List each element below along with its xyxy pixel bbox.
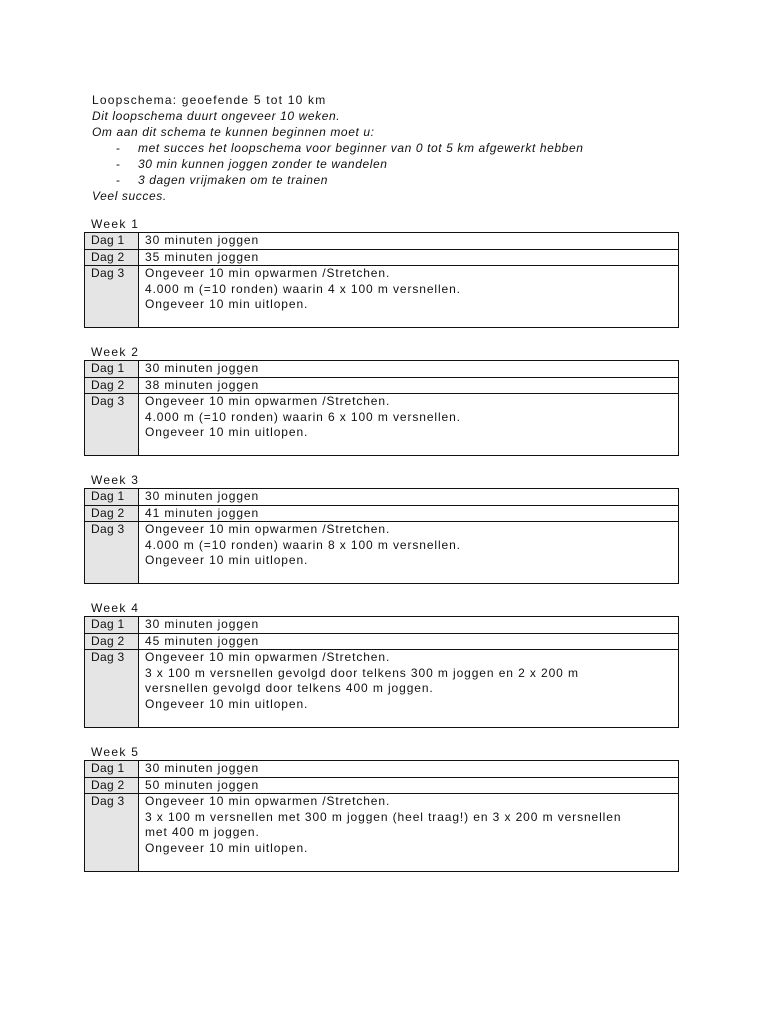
day-label: Dag 1 [85, 761, 139, 778]
day-description [139, 377, 679, 394]
day-description [139, 266, 679, 328]
description-line: Ongeveer 10 min opwarmen /Stretchen. [145, 266, 391, 280]
day-label: Dag 3 [85, 794, 139, 872]
requirements-heading: Om aan dit schema te kunnen beginnen moet u: [92, 125, 375, 139]
table-row [85, 233, 679, 250]
day-description [139, 361, 679, 378]
description-line: 30 minuten joggen [145, 361, 260, 375]
description-line: 4.000 m (=10 ronden) waarin 8 x 100 m versnellen. [145, 537, 461, 552]
day-description [139, 394, 679, 456]
description-line: Ongeveer 10 min uitlopen. [145, 297, 309, 311]
week-block [84, 216, 679, 328]
intro [92, 92, 584, 204]
table-row [85, 617, 679, 634]
week-label: Week 5 [91, 745, 140, 759]
table-row [85, 522, 679, 584]
day-description [139, 633, 679, 650]
table-row [85, 266, 679, 328]
week-table [84, 760, 679, 872]
description-line: 45 minuten joggen [145, 633, 260, 648]
day-label: Dag 3 [85, 650, 139, 728]
day-label: Dag 1 [85, 617, 139, 634]
week-table [84, 616, 679, 728]
description-line: 3 x 100 m versnellen met 300 m joggen (heel traag!) en 3 x 200 m versnellen [145, 809, 622, 824]
day-description [139, 650, 679, 728]
day-label: Dag 2 [85, 377, 139, 394]
week-block [84, 600, 679, 728]
day-label: Dag 2 [85, 505, 139, 522]
day-description [139, 617, 679, 634]
week-label: Week 3 [91, 473, 140, 487]
day-label: Dag 1 [85, 233, 139, 250]
table-row [85, 361, 679, 378]
table-row [85, 761, 679, 778]
table-row [85, 794, 679, 872]
description-line: 30 minuten joggen [145, 489, 260, 503]
table-row [85, 650, 679, 728]
description-line: 4.000 m (=10 ronden) waarin 6 x 100 m versnellen. [145, 409, 461, 424]
table-row [85, 489, 679, 506]
day-description [139, 761, 679, 778]
day-description [139, 489, 679, 506]
description-line: Ongeveer 10 min opwarmen /Stretchen. [145, 394, 391, 408]
week-label: Week 4 [91, 601, 140, 615]
week-block [84, 344, 679, 456]
description-line: Ongeveer 10 min uitlopen. [145, 840, 309, 855]
table-row [85, 377, 679, 394]
week-table [84, 360, 679, 456]
day-description [139, 522, 679, 584]
description-line: Ongeveer 10 min opwarmen /Stretchen. [145, 522, 391, 536]
description-line: 35 minuten joggen [145, 249, 260, 264]
description-line: 30 minuten joggen [145, 233, 260, 247]
table-row [85, 633, 679, 650]
description-line: Ongeveer 10 min uitlopen. [145, 696, 309, 711]
day-label: Dag 2 [85, 249, 139, 266]
description-line: 38 minuten joggen [145, 377, 260, 392]
day-description [139, 233, 679, 250]
closing-text: Veel succes. [92, 189, 167, 203]
day-description [139, 777, 679, 794]
day-description [139, 249, 679, 266]
day-label: Dag 1 [85, 361, 139, 378]
day-label: Dag 2 [85, 777, 139, 794]
requirement-item: - 30 min kunnen joggen zonder te wandelen [92, 156, 584, 172]
day-label: Dag 1 [85, 489, 139, 506]
week-label: Week 1 [91, 217, 140, 231]
description-line: versnellen gevolgd door telkens 400 m joggen. [145, 681, 434, 695]
requirement-item: - 3 dagen vrijmaken om te trainen [92, 172, 584, 188]
description-line: Ongeveer 10 min uitlopen. [145, 553, 309, 567]
day-label: Dag 3 [85, 266, 139, 328]
description-line: Ongeveer 10 min opwarmen /Stretchen. [145, 794, 391, 808]
description-line: 3 x 100 m versnellen gevolgd door telkens 300 m joggen en 2 x 200 m [145, 665, 579, 680]
duration-text: Dit loopschema duurt ongeveer 10 weken. [92, 109, 341, 123]
requirements-list [92, 140, 584, 188]
table-row [85, 249, 679, 266]
description-line: 30 minuten joggen [145, 617, 260, 631]
day-label: Dag 3 [85, 394, 139, 456]
week-block [84, 744, 679, 872]
description-line: Ongeveer 10 min uitlopen. [145, 425, 309, 439]
week-label: Week 2 [91, 345, 140, 359]
table-row [85, 394, 679, 456]
day-label: Dag 2 [85, 633, 139, 650]
table-row [85, 505, 679, 522]
description-line: Ongeveer 10 min opwarmen /Stretchen. [145, 650, 391, 664]
week-table [84, 232, 679, 328]
week-table [84, 488, 679, 584]
week-block [84, 472, 679, 584]
table-row [85, 777, 679, 794]
description-line: met 400 m joggen. [145, 825, 260, 839]
document-title: Loopschema: geoefende 5 tot 10 km [92, 93, 327, 107]
requirement-item: - met succes het loopschema voor beginner van 0 tot 5 km afgewerkt hebben [92, 140, 584, 156]
description-line: 30 minuten joggen [145, 761, 260, 775]
day-description [139, 794, 679, 872]
day-description [139, 505, 679, 522]
description-line: 41 minuten joggen [145, 505, 260, 520]
description-line: 4.000 m (=10 ronden) waarin 4 x 100 m versnellen. [145, 281, 461, 296]
description-line: 50 minuten joggen [145, 777, 260, 792]
day-label: Dag 3 [85, 522, 139, 584]
